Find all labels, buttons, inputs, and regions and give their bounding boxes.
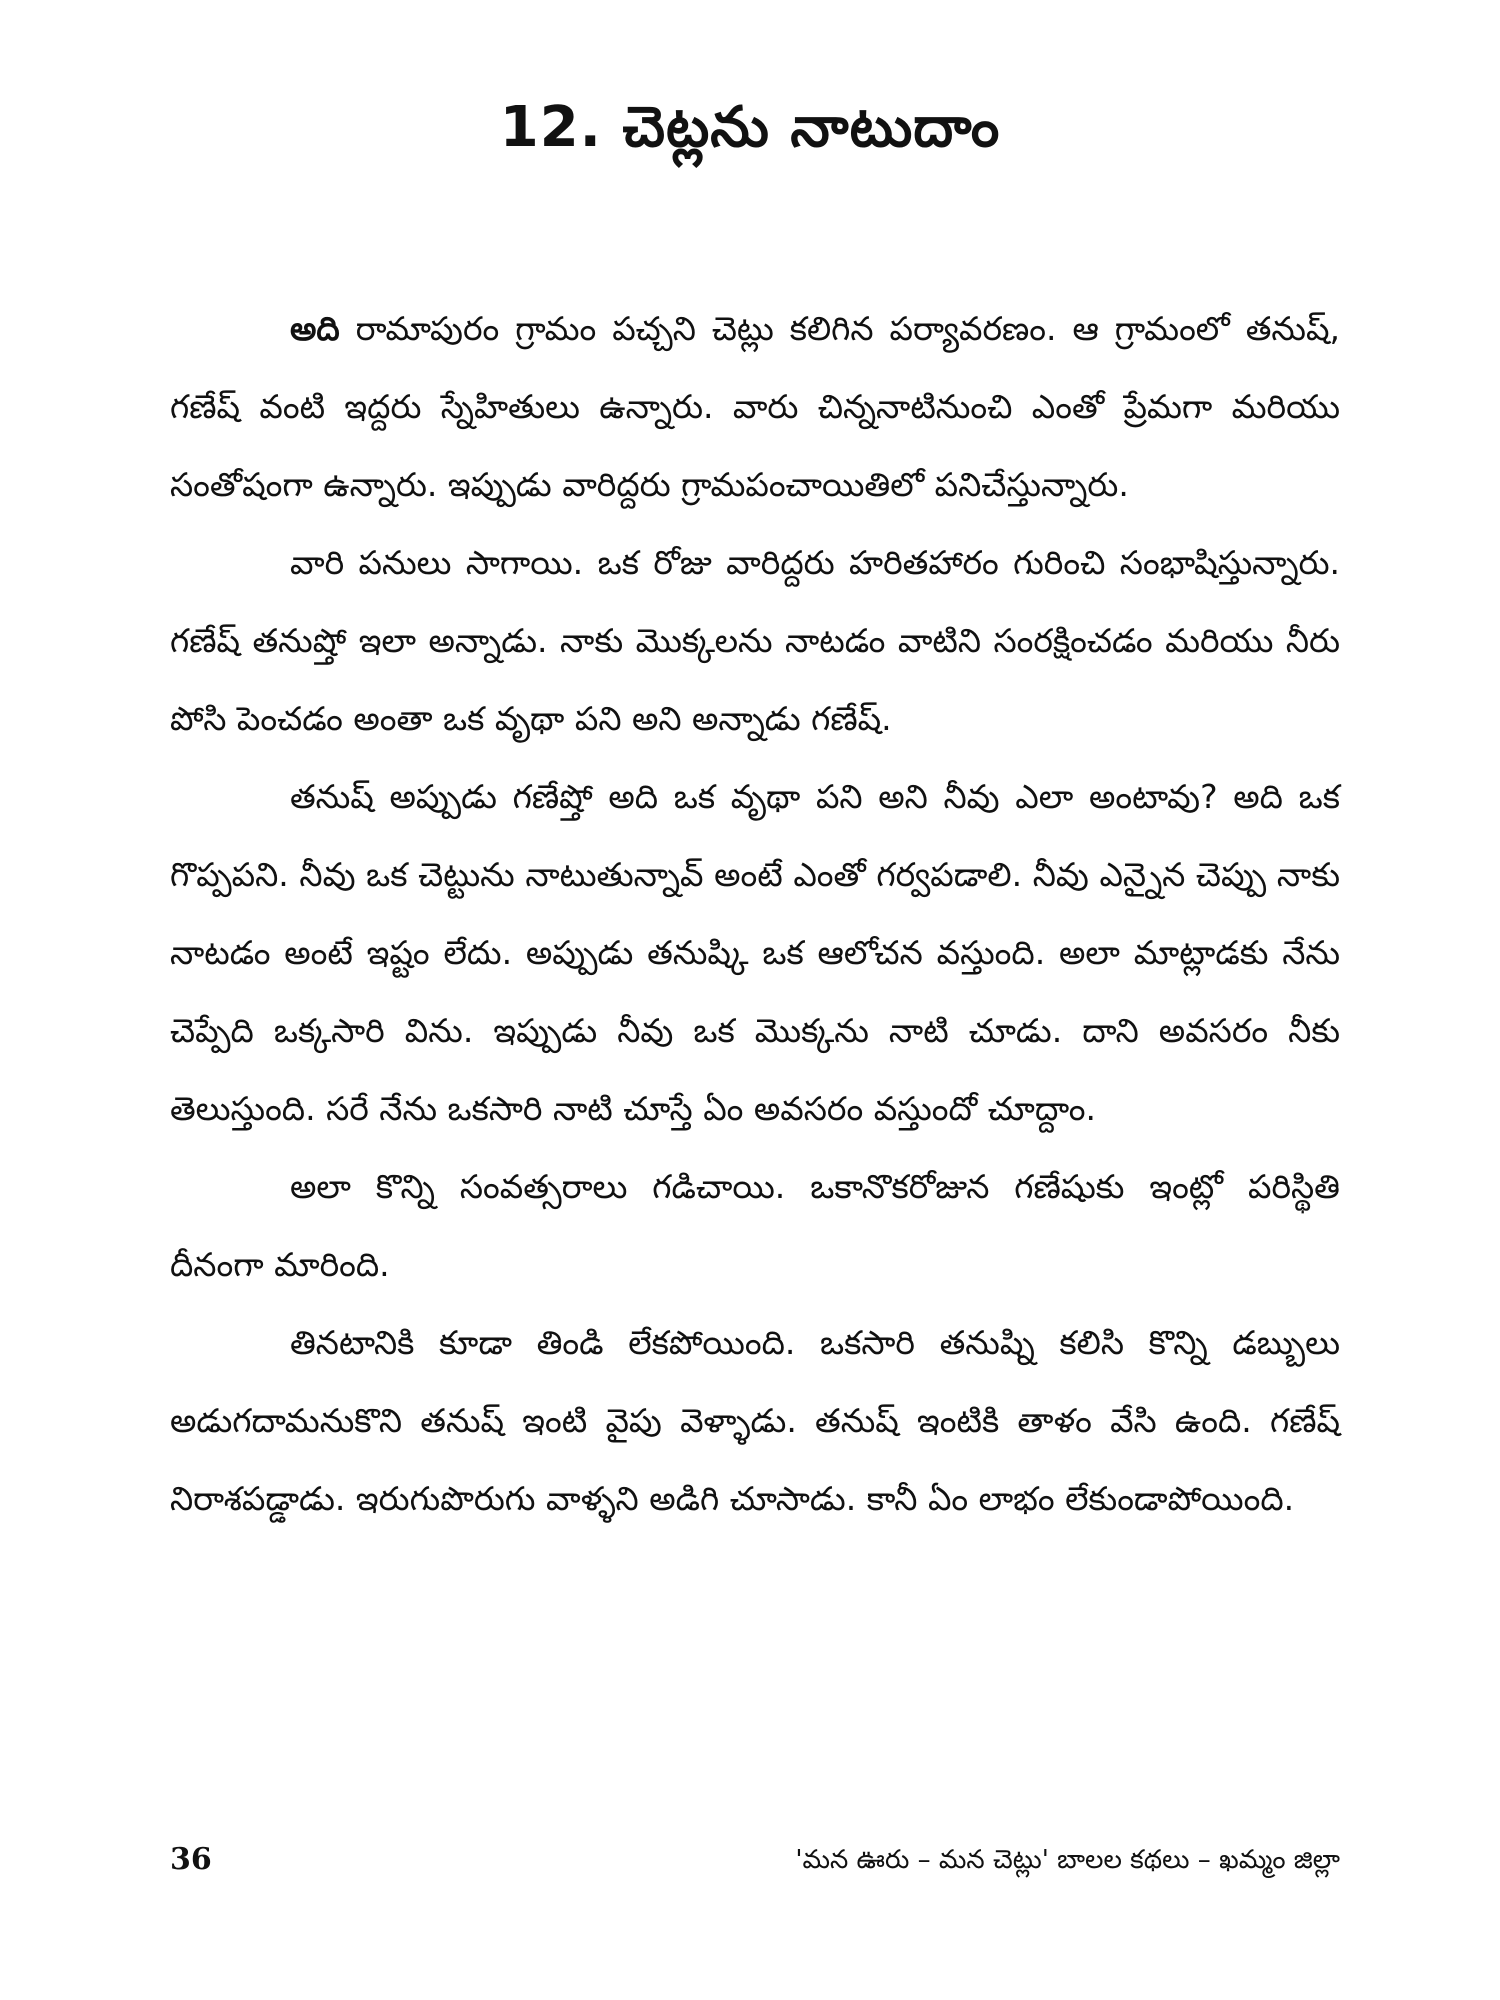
paragraph-2 xyxy=(170,524,1340,758)
paragraph-5 xyxy=(170,1304,1340,1538)
paragraph-3 xyxy=(170,758,1340,1148)
paragraph-1-lead-word: అది xyxy=(290,309,340,348)
page-title: 12. చెట్లను నాటుదాం xyxy=(499,95,1001,160)
paragraph-2-text: వారి పనులు సాగాయి. ఒక రోజు వారిద్దరు హరితహారం గురించి సంభాషిస్తున్నారు. గణేష్ తనుష్తో ఇలా అన్నాడు. నాకు మొక్కలను నాటడం వాటిని సంరక్షించడం మరియు నీరు పోసి పెంచడం అంతా ఒక వృథా పని అని అన్నాడు గణేష్. xyxy=(170,543,1340,738)
paragraph-1-text: రామాపురం గ్రామం పచ్చని చెట్లు కలిగిన పర్యావరణం. ఆ గ్రామంలో తనుష్, గణేష్ వంటి ఇద్దరు స్నేహితులు ఉన్నారు. వారు చిన్ననాటినుంచి ఎంతో ప్రేమగా మరియు సంతోషంగా ఉన్నారు. ఇప్పుడు వారిద్దరు గ్రామపంచాయితిలో పనిచేస్తున్నారు. xyxy=(170,309,1340,504)
paragraph-4-text: అలా కొన్ని సంవత్సరాలు గడిచాయి. ఒకానొకరోజున గణేషుకు ఇంట్లో పరిస్థితి దీనంగా మారింది. xyxy=(170,1167,1340,1284)
paragraph-4 xyxy=(170,1148,1340,1304)
story-body xyxy=(170,290,1340,1538)
page-footer xyxy=(170,1835,1340,1885)
page-number: 36 xyxy=(170,1842,212,1877)
paragraph-3-text: తనుష్ అప్పుడు గణేష్తో అది ఒక వృథా పని అని నీవు ఎలా అంటావు? అది ఒక గొప్పపని. నీవు ఒక చెట్టును నాటుతున్నావ్ అంటే ఎంతో గర్వపడాలి. నీవు ఎన్నైన చెప్పు నాకు నాటడం అంటే ఇష్టం లేదు. అప్పుడు తనుష్కి ఒక ఆలోచన వస్తుంది. అలా మాట్లాడకు నేను చెప్పేది ఒక్కసారి విను. ఇప్పుడు నీవు ఒక మొక్కను నాటి చూడు. దాని అవసరం నీకు తెలుస్తుంది. సరే నేను ఒకసారి నాటి చూస్తే ఏం అవసరం వస్తుందో చూద్దాం. xyxy=(170,777,1340,1128)
paragraph-5-text: తినటానికి కూడా తిండి లేకపోయింది. ఒకసారి తనుష్ని కలిసి కొన్ని డబ్బులు అడుగదామనుకొని తనుష్ ఇంటి వైపు వెళ్ళాడు. తనుష్ ఇంటికి తాళం వేసి ఉంది. గణేష్ నిరాశపడ్డాడు. ఇరుగుపొరుగు వాళ్ళని అడిగి చూసాడు. కానీ ఏం లాభం లేకుండాపోయింది. xyxy=(170,1323,1340,1518)
book-title-footer: 'మన ఊరు – మన చెట్లు' బాలల కథలు – ఖమ్మం జిల్లా xyxy=(795,1845,1340,1875)
paragraph-1 xyxy=(170,290,1340,524)
